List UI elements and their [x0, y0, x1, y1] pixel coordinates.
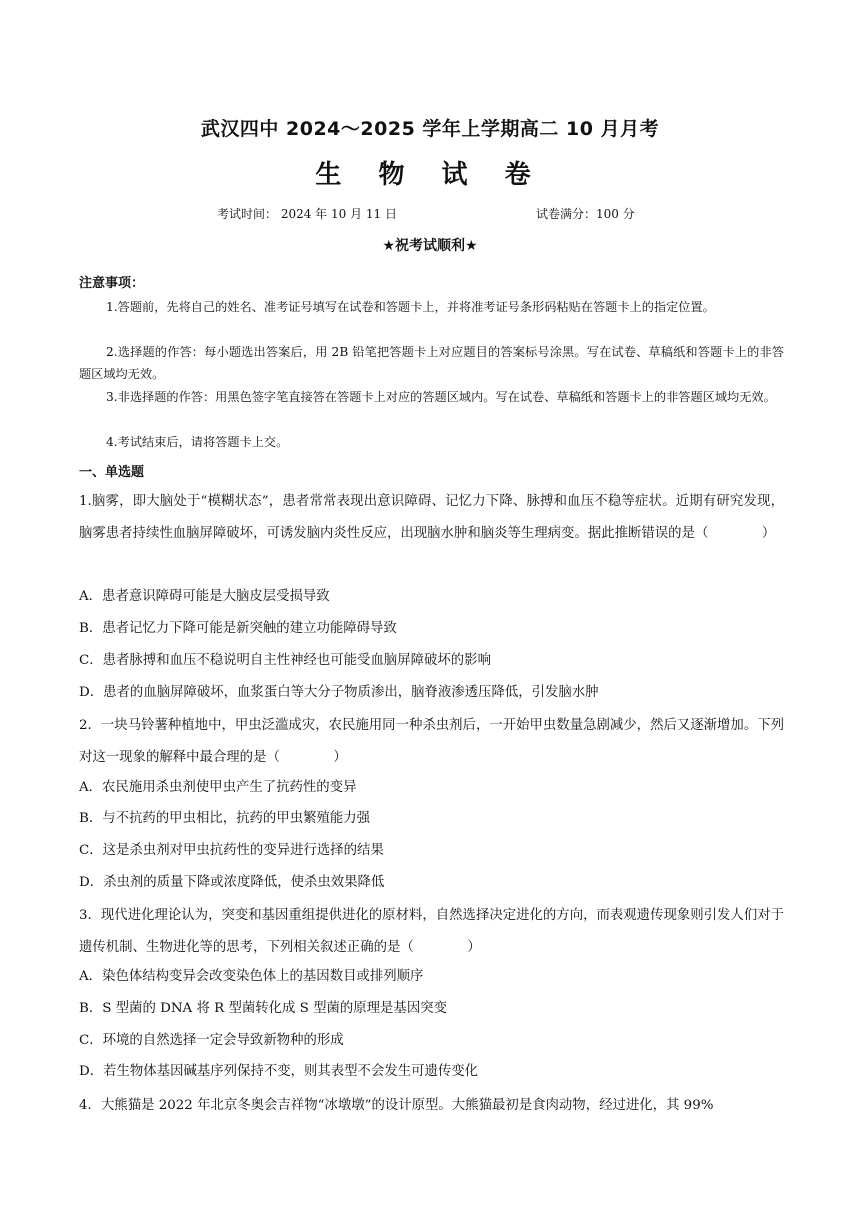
subject-title: 生 物 试 卷	[315, 160, 545, 190]
notice-item: 2.选择题的作答：每小题选出答案后，用 2B 铅笔把答题卡上对应题目的答案标号涂黑。写在试卷、草稿纸和答题卡上的非答题区域均无效。	[79, 345, 784, 381]
question-option: B．与不抗药的甲虫相比，抗药的甲虫繁殖能力强	[79, 811, 371, 826]
section-title: 一、单选题	[79, 465, 145, 480]
notice-item: 1.答题前，先将自己的姓名、准考证号填写在试卷和答题卡上，并将准考证号条形码粘贴在答题卡上的指定位置。	[106, 300, 715, 314]
question-option: D．若生物体基因碱基序列保持不变，则其表型不会发生可遗传变化	[79, 1064, 479, 1079]
question-option: C．这是杀虫剂对甲虫抗药性的变异进行选择的结果	[79, 843, 384, 858]
question-option: C．患者脉搏和血压不稳说明自主性神经也可能受血脑屏障破坏的影响	[79, 653, 491, 668]
question-option: A．农民施用杀虫剂使甲虫产生了抗药性的变异	[79, 780, 357, 795]
notice-item: 4.考试结束后，请将答题卡上交。	[106, 435, 289, 449]
question-option: A．患者意识障碍可能是大脑皮层受损导致	[79, 589, 330, 604]
exam-title: 武汉四中 2024～2025 学年上学期高二 10 月月考	[200, 118, 660, 140]
exam-time: 考试时间： 2024 年 10 月 11 日	[217, 207, 397, 221]
question-option: B．S 型菌的 DNA 将 R 型菌转化成 S 型菌的原理是基因突变	[79, 1001, 447, 1016]
question-option: C．环境的自然选择一定会导致新物种的形成	[79, 1033, 344, 1048]
question-stem: 1.脑雾，即大脑处于“模糊状态”，患者常常表现出意识障碍、记忆力下降、脉搏和血压不稳等症状。近期有研究发现，脑雾患者持续性血脑屏障破坏，可诱发脑内炎性反应，出现脑水肿和脑炎等生理病变。据此推断错误的是（ ）	[79, 494, 784, 541]
question-stem: 3．现代进化理论认为，突变和基因重组提供进化的原材料，自然选择决定进化的方向，而表观遗传现象则引发人们对于遗传机制、生物进化等的思考，下列相关叙述正确的是（ ）	[79, 908, 784, 955]
question-stem: 2．一块马铃薯种植地中，甲虫泛滥成灾，农民施用同一种杀虫剂后，一开始甲虫数量急剧减少，然后又逐渐增加。下列对这一现象的解释中最合理的是（ ）	[79, 718, 784, 765]
good-luck-banner: ★祝考试顺利★	[382, 238, 478, 254]
question-stem: 4．大熊猫是 2022 年北京冬奥会吉祥物“冰墩墩”的设计原型。大熊猫最初是食肉动物，经过进化，其 99%	[79, 1098, 714, 1113]
question-option: D．杀虫剂的质量下降或浓度降低，使杀虫效果降低	[79, 875, 385, 890]
full-score: 试卷满分：100 分	[536, 207, 635, 221]
question-option: D．患者的血脑屏障破坏，血浆蛋白等大分子物质渗出，脑脊液渗透压降低，引发脑水肿	[79, 685, 599, 700]
notice-item: 3.非选择题的作答：用黑色签字笔直接答在答题卡上对应的答题区域内。写在试卷、草稿纸和答题卡上的非答题区域均无效。	[106, 390, 776, 404]
notice-heading: 注意事项：	[79, 276, 145, 291]
question-option: B．患者记忆力下降可能是新突触的建立功能障碍导致	[79, 621, 397, 636]
question-option: A．染色体结构变异会改变染色体上的基因数目或排列顺序	[79, 969, 424, 984]
